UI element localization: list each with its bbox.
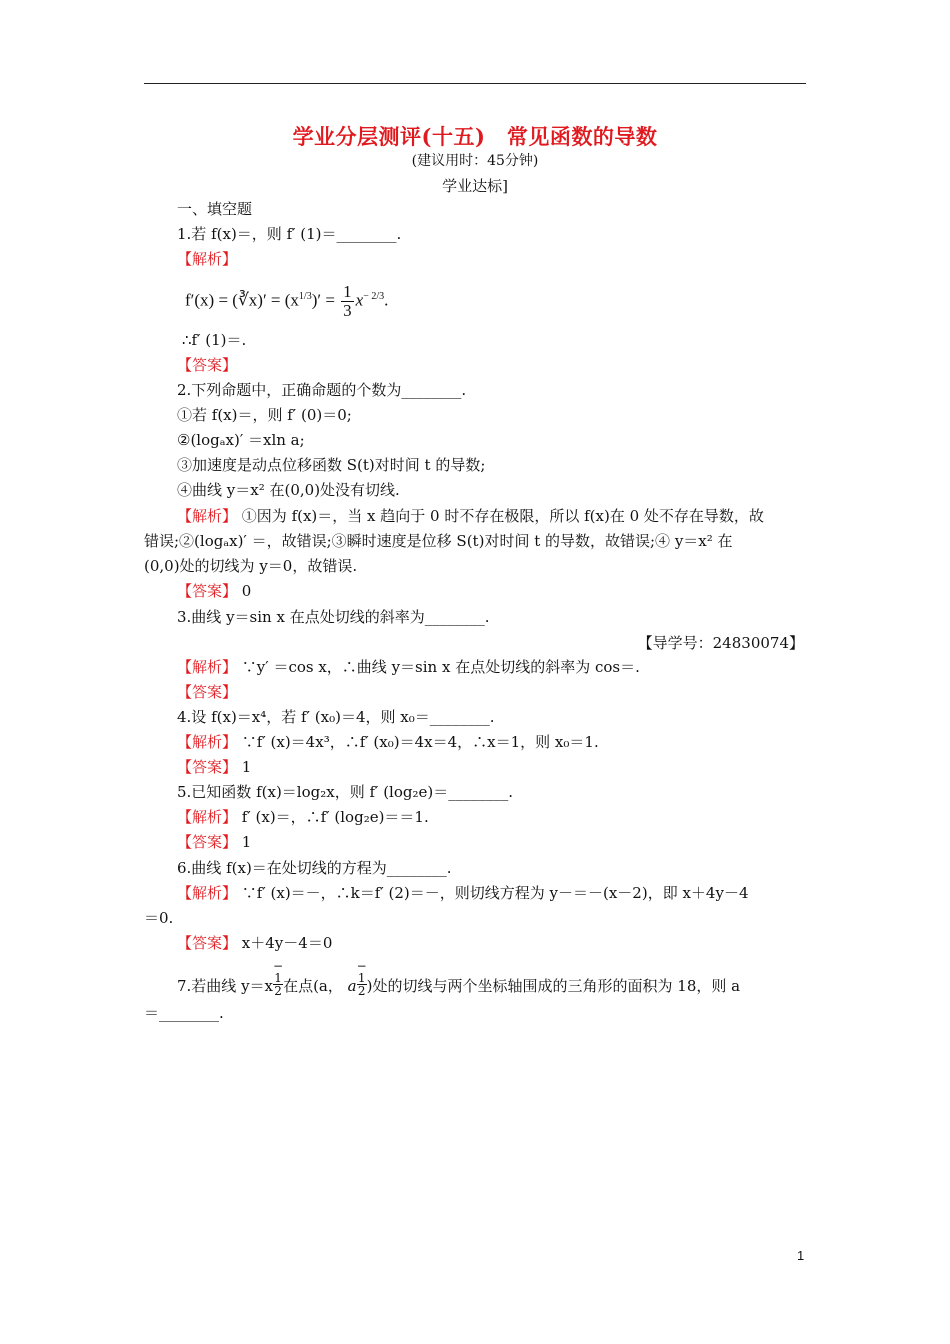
- formula-fraction: [341, 283, 354, 320]
- q2-option-1: ①若 f(x)＝，则 f′ (0)＝0;: [177, 406, 352, 424]
- q2-analysis-line-3: (0,0)处的切线为 y＝0，故错误.: [144, 557, 358, 575]
- q3-analysis-label: 【解析】: [177, 658, 238, 676]
- q1-conclusion: ∴f′ (1)＝.: [182, 331, 247, 349]
- q5-analysis-label: 【解析】: [177, 808, 238, 826]
- q2-analysis-line-1: [177, 506, 764, 526]
- q1-analysis-label: 【解析】: [177, 250, 238, 268]
- q6-answer-label: 【答案】: [177, 934, 238, 952]
- q6-answer-value: x＋4y－4＝0: [241, 934, 333, 952]
- q2-answer-value: 0: [241, 582, 252, 600]
- q7-exponent: [273, 960, 283, 997]
- q7-exp-sign: −: [273, 959, 284, 973]
- q2-option-3: ③加速度是动点位移函数 S(t)对时间 t 的导数;: [177, 456, 486, 474]
- q7-stem-c: a: [347, 977, 357, 995]
- q4-analysis-label: 【解析】: [177, 733, 238, 751]
- guide-number: 【导学号：24830074】: [637, 634, 804, 652]
- formula-mid: )′ =: [311, 290, 335, 310]
- q7-exp2-den: 2: [357, 984, 366, 998]
- q2-option-4: ④曲线 y＝x² 在(0,0)处没有切线.: [177, 481, 400, 499]
- question-4-stem: 4.设 f(x)＝x⁴，若 f′ (x₀)＝4，则 x₀＝________.: [177, 708, 495, 726]
- q2-analysis-line-2: 错误;②(logₐx)′ ＝，故错误;③瞬时速度是位移 S(t)对时间 t 的导数，故错误;④ y＝x² 在: [144, 532, 733, 550]
- q7-exp2-sign: −: [356, 959, 367, 973]
- formula-lhs: f′(x) = (∛x)′ = (x: [185, 290, 299, 310]
- formula-variable: x: [355, 290, 364, 310]
- q2-answer-label: 【答案】: [177, 582, 238, 600]
- q6-answer-line: [177, 933, 332, 953]
- q2-analysis-text-1: ①因为 f(x)＝，当 x 趋向于 0 时不存在极限，所以 f(x)在 0 处不存在导数，故: [241, 507, 764, 525]
- formula-end: .: [384, 290, 389, 310]
- fraction-numerator: 1: [343, 282, 352, 301]
- q6-analysis-label: 【解析】: [177, 884, 238, 902]
- q5-answer-label: 【答案】: [177, 833, 238, 851]
- q6-analysis-text-1: ∵f′ (x)＝－，∴k＝f′ (2)＝－，则切线方程为 y－＝－(x－2)，即 x＋4y－4: [241, 884, 749, 902]
- question-7-stem: [177, 959, 741, 998]
- section-tag: 学业达标]: [442, 177, 508, 195]
- q5-answer-value: 1: [241, 833, 252, 851]
- q5-analysis-line: [177, 807, 429, 827]
- question-6-stem: 6.曲线 f(x)＝在处切线的方程为________.: [177, 859, 452, 877]
- q7-stem-b: 在点(a，: [283, 977, 343, 995]
- q2-analysis-label: 【解析】: [177, 507, 238, 525]
- q7-exp-den: 2: [274, 984, 282, 998]
- q6-analysis-line-2: ＝0.: [144, 909, 174, 927]
- page-title: 学业分层测评(十五) 常见函数的导数: [292, 124, 658, 149]
- q4-answer-label: 【答案】: [177, 758, 238, 776]
- header-rule: [144, 83, 806, 84]
- formula-tail-exponent: − 2/3: [363, 290, 385, 302]
- fraction-denominator: 3: [343, 301, 352, 320]
- q4-analysis-text: ∵f′ (x)＝4x³，∴f′ (x₀)＝4x＝4，∴x＝1，则 x₀＝1.: [241, 733, 599, 751]
- q7-exp-num: 1: [274, 971, 282, 985]
- question-3-stem: 3.曲线 y＝sin x 在点处切线的斜率为________.: [177, 608, 490, 626]
- q2-option-2: ②(logₐx)′ ＝xln a;: [177, 431, 305, 449]
- q7-stem-line-2: ＝________.: [144, 1004, 224, 1022]
- q7-stem-d: )处的切线与两个坐标轴围成的三角形的面积为 18，则 a: [366, 977, 741, 995]
- q3-analysis-text: ∵y′ ＝cos x，∴曲线 y＝sin x 在点处切线的斜率为 cos＝.: [241, 658, 640, 676]
- q4-answer-value: 1: [241, 758, 252, 776]
- suggested-time: (建议用时：45分钟): [411, 153, 539, 169]
- q4-analysis-line: [177, 732, 599, 752]
- q6-analysis-line-1: [177, 883, 749, 903]
- question-2-stem: 2.下列命题中，正确命题的个数为________.: [177, 381, 467, 399]
- q7-exp2-num: 1: [357, 971, 366, 985]
- q3-answer-label: 【答案】: [177, 683, 238, 701]
- q7-stem-a: 7.若曲线 y＝x: [177, 977, 274, 995]
- q1-answer-label: 【答案】: [177, 356, 238, 374]
- question-1-stem: 1.若 f(x)＝，则 f′ (1)＝________.: [177, 225, 402, 243]
- q7-exponent-2: [357, 960, 367, 997]
- q2-answer-line: [177, 581, 251, 601]
- q1-derivative-formula: [185, 283, 388, 320]
- formula-exponent: 1/3: [298, 290, 312, 302]
- page-number: 1: [797, 1248, 805, 1263]
- q3-analysis-line: [177, 657, 640, 677]
- question-5-stem: 5.已知函数 f(x)＝log₂x，则 f′ (log₂e)＝________.: [177, 783, 513, 801]
- q5-answer-line: [177, 832, 251, 852]
- q4-answer-line: [177, 757, 251, 777]
- part-heading: 一、填空题: [177, 200, 253, 218]
- q5-analysis-text: f′ (x)＝，∴f′ (log₂e)＝＝1.: [241, 808, 429, 826]
